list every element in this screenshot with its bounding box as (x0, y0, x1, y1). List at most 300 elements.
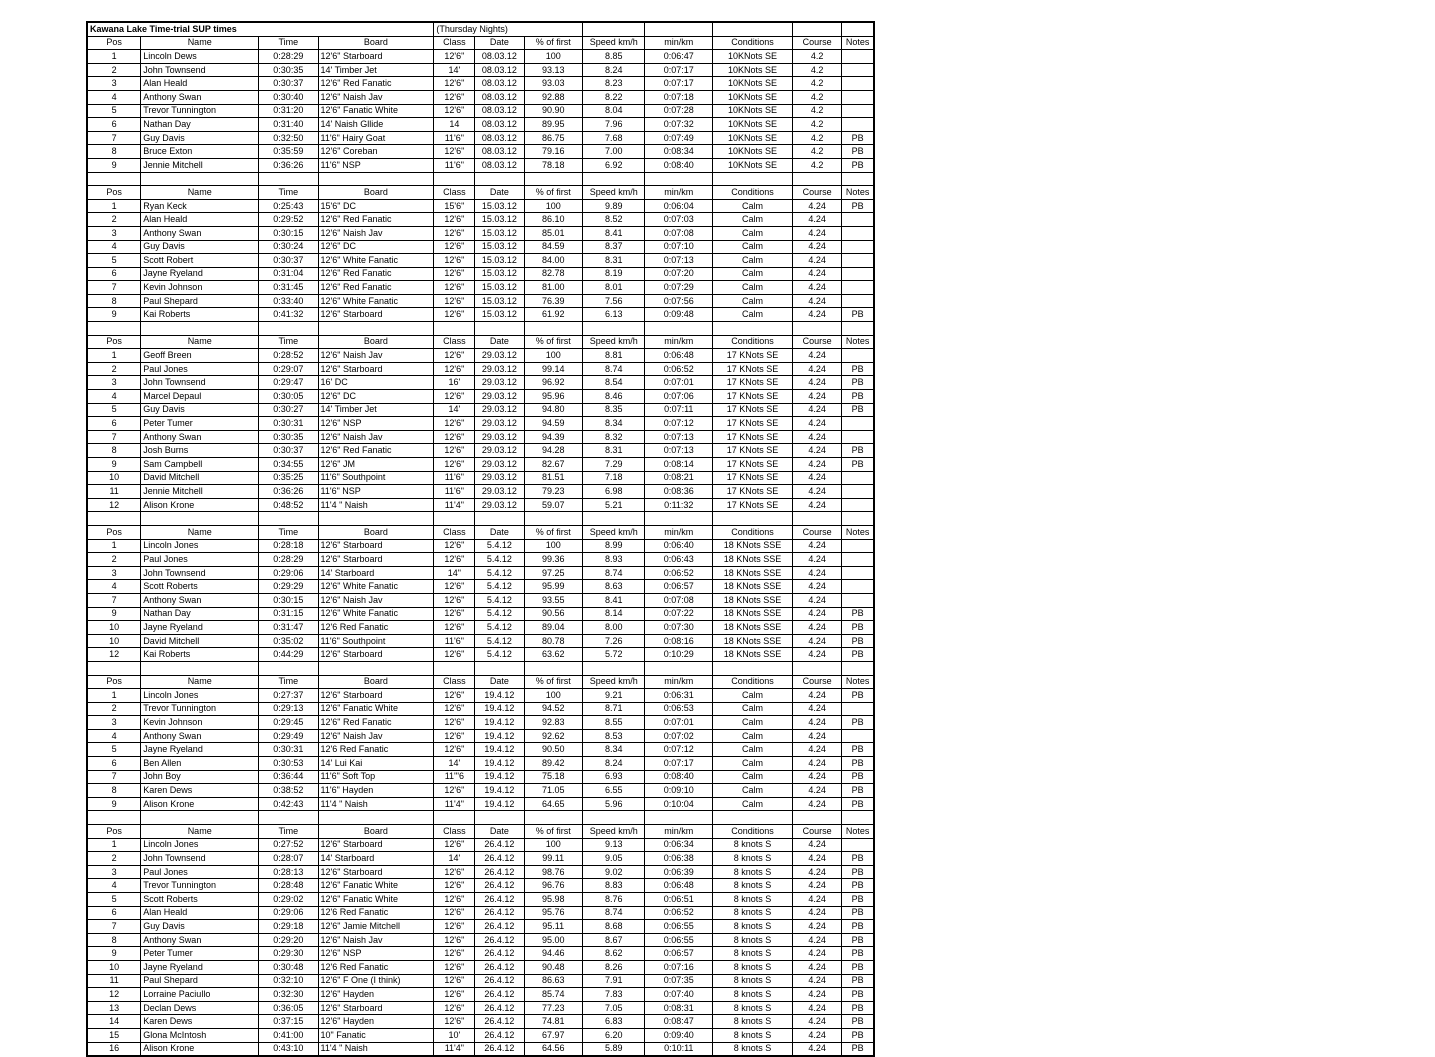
table-row[interactable] (88, 240, 874, 254)
cell-board: 11'6" Hayden (318, 784, 434, 798)
cell-pos: 7 (88, 593, 141, 607)
cell-pct: 82.67 (524, 458, 582, 472)
table-row[interactable] (88, 920, 874, 934)
cell-time: 0:29:20 (259, 933, 318, 947)
cell-board: 12'6" Starboard (318, 1001, 434, 1015)
table-row[interactable] (88, 199, 874, 213)
cell-time: 0:29:30 (259, 947, 318, 961)
cell-board: 12'6" Starboard (318, 362, 434, 376)
spacer-cell (434, 661, 475, 675)
cell-name: Jennie Mitchell (141, 485, 259, 499)
cell-board: 12'6 Red Fanatic (318, 906, 434, 920)
cell-course: 4.2 (793, 131, 842, 145)
cell-pos: 4 (88, 879, 141, 893)
cell-course: 4.24 (793, 498, 842, 512)
cell-pos: 9 (88, 458, 141, 472)
cell-time: 0:28:29 (259, 553, 318, 567)
spacer-cell (645, 512, 713, 526)
column-header-notes: Notes (842, 825, 874, 839)
cell-cls: 12'6" (434, 539, 475, 553)
table-row[interactable] (88, 390, 874, 404)
cell-cond: 8 knots S (713, 879, 793, 893)
cell-board: 12'6" F One (I think) (318, 974, 434, 988)
column-header-cond: Conditions (713, 186, 793, 200)
cell-name: Scott Robert (141, 254, 259, 268)
sheet-title: Kawana Lake Time-trial SUP times (88, 23, 434, 37)
cell-board: 12'6" Fanatic White (318, 879, 434, 893)
cell-notes: PB (842, 933, 874, 947)
cell-name: Ryan Keck (141, 199, 259, 213)
table-row[interactable] (88, 471, 874, 485)
column-header-date: Date (475, 36, 524, 50)
table-row[interactable] (88, 580, 874, 594)
table-row[interactable] (88, 77, 874, 91)
cell-course: 4.24 (793, 362, 842, 376)
spacer-cell (524, 512, 582, 526)
cell-course: 4.24 (793, 852, 842, 866)
cell-speed: 8.81 (582, 349, 645, 363)
cell-speed: 5.89 (582, 1042, 645, 1056)
section-spacer-row (88, 322, 874, 336)
cell-cond: 8 knots S (713, 865, 793, 879)
table-row[interactable] (88, 933, 874, 947)
cell-name: Alan Heald (141, 213, 259, 227)
column-header-pct: % of first (524, 186, 582, 200)
spacer-cell (645, 172, 713, 186)
cell-notes: PB (842, 131, 874, 145)
column-header-pos: Pos (88, 335, 141, 349)
cell-cond: Calm (713, 702, 793, 716)
spacer-cell (713, 661, 793, 675)
cell-speed: 6.13 (582, 308, 645, 322)
table-row[interactable] (88, 648, 874, 662)
cell-notes: PB (842, 308, 874, 322)
cell-pct: 94.28 (524, 444, 582, 458)
cell-cls: 11'6" (434, 485, 475, 499)
cell-cls: 12'6" (434, 430, 475, 444)
cell-notes (842, 77, 874, 91)
table-row[interactable] (88, 254, 874, 268)
table-row[interactable] (88, 797, 874, 811)
spacer-cell (141, 322, 259, 336)
cell-course: 4.24 (793, 933, 842, 947)
cell-time: 0:30:35 (259, 63, 318, 77)
cell-date: 26.4.12 (475, 893, 524, 907)
cell-cls: 12'6" (434, 689, 475, 703)
table-row[interactable] (88, 267, 874, 281)
table-row[interactable] (88, 729, 874, 743)
spacer-cell (713, 322, 793, 336)
cell-pos: 10 (88, 621, 141, 635)
cell-notes (842, 485, 874, 499)
column-header-speed: Speed km/h (582, 186, 645, 200)
cell-minkm: 0:07:11 (645, 403, 713, 417)
cell-course: 4.24 (793, 553, 842, 567)
cell-board: 12'6" Red Fanatic (318, 716, 434, 730)
cell-cond: 17 KNots SE (713, 430, 793, 444)
cell-time: 0:28:29 (259, 50, 318, 64)
table-row[interactable] (88, 104, 874, 118)
table-row[interactable] (88, 988, 874, 1002)
section-spacer-row (88, 512, 874, 526)
cell-minkm: 0:07:32 (645, 118, 713, 132)
cell-minkm: 0:07:12 (645, 743, 713, 757)
cell-time: 0:30:24 (259, 240, 318, 254)
cell-name: Karen Dews (141, 1015, 259, 1029)
cell-date: 26.4.12 (475, 960, 524, 974)
cell-minkm: 0:07:08 (645, 593, 713, 607)
cell-speed: 6.92 (582, 158, 645, 172)
cell-pct: 94.39 (524, 430, 582, 444)
cell-cls: 12'6" (434, 444, 475, 458)
cell-notes (842, 281, 874, 295)
cell-pct: 64.65 (524, 797, 582, 811)
column-header-date: Date (475, 675, 524, 689)
table-row[interactable] (88, 960, 874, 974)
cell-pos: 12 (88, 988, 141, 1002)
cell-pct: 93.13 (524, 63, 582, 77)
cell-cls: 12'6" (434, 593, 475, 607)
table-row[interactable] (88, 743, 874, 757)
table-row[interactable] (88, 145, 874, 159)
table-row[interactable] (88, 90, 874, 104)
cell-date: 5.4.12 (475, 648, 524, 662)
sheet-subtitle: (Thursday Nights) (434, 23, 583, 37)
cell-pct: 67.97 (524, 1028, 582, 1042)
cell-time: 0:35:59 (259, 145, 318, 159)
cell-time: 0:31:15 (259, 607, 318, 621)
table-row[interactable] (88, 294, 874, 308)
cell-speed: 8.68 (582, 920, 645, 934)
cell-cls: 14' (434, 403, 475, 417)
cell-date: 15.03.12 (475, 281, 524, 295)
column-header-board: Board (318, 335, 434, 349)
cell-notes: PB (842, 988, 874, 1002)
cell-time: 0:30:27 (259, 403, 318, 417)
table-row[interactable] (88, 213, 874, 227)
table-row[interactable] (88, 376, 874, 390)
title-filler-cell (842, 23, 874, 37)
cell-speed: 8.55 (582, 716, 645, 730)
table-row[interactable] (88, 498, 874, 512)
cell-date: 29.03.12 (475, 390, 524, 404)
cell-name: Anthony Swan (141, 729, 259, 743)
table-row[interactable] (88, 131, 874, 145)
cell-pos: 9 (88, 607, 141, 621)
table-row[interactable] (88, 634, 874, 648)
cell-board: 11'6" Southpoint (318, 471, 434, 485)
cell-course: 4.24 (793, 390, 842, 404)
table-row[interactable] (88, 430, 874, 444)
table-row[interactable] (88, 784, 874, 798)
table-row[interactable] (88, 852, 874, 866)
column-header-minkm: min/km (645, 186, 713, 200)
table-row[interactable] (88, 158, 874, 172)
table-header-row (88, 675, 874, 689)
cell-cls: 12'6" (434, 349, 475, 363)
cell-date: 15.03.12 (475, 308, 524, 322)
table-row[interactable] (88, 362, 874, 376)
cell-notes: PB (842, 784, 874, 798)
cell-time: 0:30:31 (259, 417, 318, 431)
cell-minkm: 0:06:38 (645, 852, 713, 866)
cell-notes: PB (842, 145, 874, 159)
cell-minkm: 0:06:52 (645, 566, 713, 580)
cell-course: 4.24 (793, 308, 842, 322)
table-row[interactable] (88, 553, 874, 567)
cell-cls: 11'6" (434, 158, 475, 172)
cell-notes (842, 566, 874, 580)
cell-board: 12'6" Naish Jav (318, 430, 434, 444)
cell-date: 15.03.12 (475, 240, 524, 254)
column-header-course: Course (793, 825, 842, 839)
cell-pos: 1 (88, 539, 141, 553)
table-row[interactable] (88, 607, 874, 621)
cell-name: Alan Heald (141, 77, 259, 91)
cell-minkm: 0:07:16 (645, 960, 713, 974)
cell-notes: PB (842, 648, 874, 662)
cell-name: Peter Tumer (141, 417, 259, 431)
cell-cls: 12'6" (434, 213, 475, 227)
cell-time: 0:28:13 (259, 865, 318, 879)
cell-course: 4.2 (793, 158, 842, 172)
table-header-row (88, 825, 874, 839)
cell-time: 0:31:20 (259, 104, 318, 118)
cell-cond: Calm (713, 281, 793, 295)
table-row[interactable] (88, 716, 874, 730)
cell-board: 12'6" JM (318, 458, 434, 472)
table-row[interactable] (88, 1015, 874, 1029)
cell-course: 4.2 (793, 90, 842, 104)
cell-date: 26.4.12 (475, 974, 524, 988)
cell-speed: 8.34 (582, 417, 645, 431)
cell-date: 26.4.12 (475, 852, 524, 866)
cell-course: 4.24 (793, 240, 842, 254)
cell-date: 29.03.12 (475, 349, 524, 363)
table-row[interactable] (88, 906, 874, 920)
cell-name: Guy Davis (141, 240, 259, 254)
cell-name: Paul Jones (141, 553, 259, 567)
spacer-cell (582, 661, 645, 675)
title-filler-cell (645, 23, 713, 37)
cell-course: 4.24 (793, 960, 842, 974)
table-row[interactable] (88, 566, 874, 580)
table-row[interactable] (88, 702, 874, 716)
cell-course: 4.24 (793, 1028, 842, 1042)
cell-course: 4.24 (793, 485, 842, 499)
cell-name: Lorraine Paciullo (141, 988, 259, 1002)
table-row[interactable] (88, 539, 874, 553)
column-header-name: Name (141, 36, 259, 50)
cell-pct: 95.96 (524, 390, 582, 404)
cell-speed: 8.23 (582, 77, 645, 91)
table-row[interactable] (88, 417, 874, 431)
table-row[interactable] (88, 63, 874, 77)
column-header-cls: Class (434, 525, 475, 539)
cell-time: 0:35:25 (259, 471, 318, 485)
spacer-cell (434, 512, 475, 526)
table-row[interactable] (88, 458, 874, 472)
column-header-speed: Speed km/h (582, 675, 645, 689)
cell-speed: 8.53 (582, 729, 645, 743)
table-row[interactable] (88, 1042, 874, 1056)
cell-pos: 10 (88, 634, 141, 648)
cell-name: Kai Roberts (141, 648, 259, 662)
cell-name: John Townsend (141, 63, 259, 77)
cell-course: 4.2 (793, 77, 842, 91)
cell-time: 0:29:29 (259, 580, 318, 594)
table-row[interactable] (88, 879, 874, 893)
cell-speed: 8.46 (582, 390, 645, 404)
cell-date: 26.4.12 (475, 1028, 524, 1042)
cell-pos: 2 (88, 702, 141, 716)
cell-speed: 8.14 (582, 607, 645, 621)
cell-cls: 16' (434, 376, 475, 390)
cell-pct: 100 (524, 689, 582, 703)
cell-cond: 8 knots S (713, 852, 793, 866)
table-row[interactable] (88, 281, 874, 295)
cell-course: 4.24 (793, 458, 842, 472)
column-header-board: Board (318, 186, 434, 200)
table-header-row (88, 525, 874, 539)
cell-name: Nathan Day (141, 118, 259, 132)
table-row[interactable] (88, 1001, 874, 1015)
column-header-cond: Conditions (713, 825, 793, 839)
table-row[interactable] (88, 118, 874, 132)
cell-minkm: 0:07:13 (645, 254, 713, 268)
cell-speed: 8.24 (582, 63, 645, 77)
table-row[interactable] (88, 1028, 874, 1042)
spacer-cell (645, 811, 713, 825)
cell-cond: 17 KNots SE (713, 458, 793, 472)
cell-time: 0:30:05 (259, 390, 318, 404)
cell-pct: 98.76 (524, 865, 582, 879)
cell-notes: PB (842, 852, 874, 866)
column-header-pos: Pos (88, 525, 141, 539)
cell-cond: 17 KNots SE (713, 417, 793, 431)
cell-name: Paul Shepard (141, 974, 259, 988)
spacer-cell (88, 512, 141, 526)
cell-board: 12'6" Red Fanatic (318, 77, 434, 91)
table-row[interactable] (88, 50, 874, 64)
cell-notes (842, 539, 874, 553)
cell-cond: 10KNots SE (713, 158, 793, 172)
column-header-pct: % of first (524, 335, 582, 349)
cell-time: 0:31:04 (259, 267, 318, 281)
table-row[interactable] (88, 621, 874, 635)
table-row[interactable] (88, 838, 874, 852)
table-row[interactable] (88, 893, 874, 907)
cell-cls: 12'6" (434, 947, 475, 961)
cell-cond: 10KNots SE (713, 50, 793, 64)
spacer-cell (842, 322, 874, 336)
section-spacer-row (88, 811, 874, 825)
table-row[interactable] (88, 593, 874, 607)
cell-pct: 95.00 (524, 933, 582, 947)
cell-cls: 12'6" (434, 621, 475, 635)
cell-date: 26.4.12 (475, 1015, 524, 1029)
cell-date: 08.03.12 (475, 50, 524, 64)
cell-name: Lincoln Jones (141, 838, 259, 852)
column-header-pos: Pos (88, 36, 141, 50)
cell-time: 0:29:49 (259, 729, 318, 743)
cell-speed: 8.01 (582, 281, 645, 295)
table-row[interactable] (88, 770, 874, 784)
cell-date: 5.4.12 (475, 621, 524, 635)
column-header-board: Board (318, 825, 434, 839)
cell-course: 4.24 (793, 1001, 842, 1015)
cell-name: Bruce Exton (141, 145, 259, 159)
cell-pos: 11 (88, 974, 141, 988)
cell-speed: 8.76 (582, 893, 645, 907)
spacer-cell (475, 661, 524, 675)
spacer-cell (713, 512, 793, 526)
cell-cls: 12'6" (434, 240, 475, 254)
cell-date: 26.4.12 (475, 865, 524, 879)
cell-time: 0:36:26 (259, 485, 318, 499)
table-row[interactable] (88, 444, 874, 458)
cell-speed: 7.83 (582, 988, 645, 1002)
cell-date: 15.03.12 (475, 267, 524, 281)
cell-time: 0:44:29 (259, 648, 318, 662)
cell-name: Declan Dews (141, 1001, 259, 1015)
cell-pct: 86.75 (524, 131, 582, 145)
table-row[interactable] (88, 689, 874, 703)
cell-time: 0:30:48 (259, 960, 318, 974)
table-row[interactable] (88, 485, 874, 499)
cell-cls: 12'6" (434, 865, 475, 879)
cell-date: 29.03.12 (475, 403, 524, 417)
cell-minkm: 0:08:40 (645, 770, 713, 784)
spacer-cell (434, 811, 475, 825)
cell-date: 26.4.12 (475, 906, 524, 920)
cell-minkm: 0:08:16 (645, 634, 713, 648)
table-row[interactable] (88, 865, 874, 879)
cell-pos: 5 (88, 403, 141, 417)
cell-board: 12'6" Naish Jav (318, 593, 434, 607)
column-header-speed: Speed km/h (582, 36, 645, 50)
cell-cond: 18 KNots SSE (713, 621, 793, 635)
cell-cond: Calm (713, 254, 793, 268)
table-row[interactable] (88, 349, 874, 363)
cell-speed: 8.00 (582, 621, 645, 635)
table-row[interactable] (88, 226, 874, 240)
cell-notes: PB (842, 689, 874, 703)
cell-cls: 12'6" (434, 607, 475, 621)
spacer-cell (318, 661, 434, 675)
table-row[interactable] (88, 308, 874, 322)
cell-pct: 92.62 (524, 729, 582, 743)
column-header-name: Name (141, 675, 259, 689)
cell-name: Ben Allen (141, 757, 259, 771)
table-row[interactable] (88, 974, 874, 988)
cell-date: 15.03.12 (475, 213, 524, 227)
cell-notes: PB (842, 1028, 874, 1042)
sheet-title-row (88, 23, 874, 37)
cell-pct: 79.16 (524, 145, 582, 159)
cell-cls: 12'6" (434, 104, 475, 118)
cell-pct: 93.55 (524, 593, 582, 607)
column-header-notes: Notes (842, 36, 874, 50)
table-row[interactable] (88, 403, 874, 417)
cell-minkm: 0:07:35 (645, 974, 713, 988)
table-row[interactable] (88, 757, 874, 771)
table-header-row (88, 186, 874, 200)
table-row[interactable] (88, 947, 874, 961)
cell-speed: 8.31 (582, 254, 645, 268)
cell-cond: Calm (713, 743, 793, 757)
cell-pct: 75.18 (524, 770, 582, 784)
